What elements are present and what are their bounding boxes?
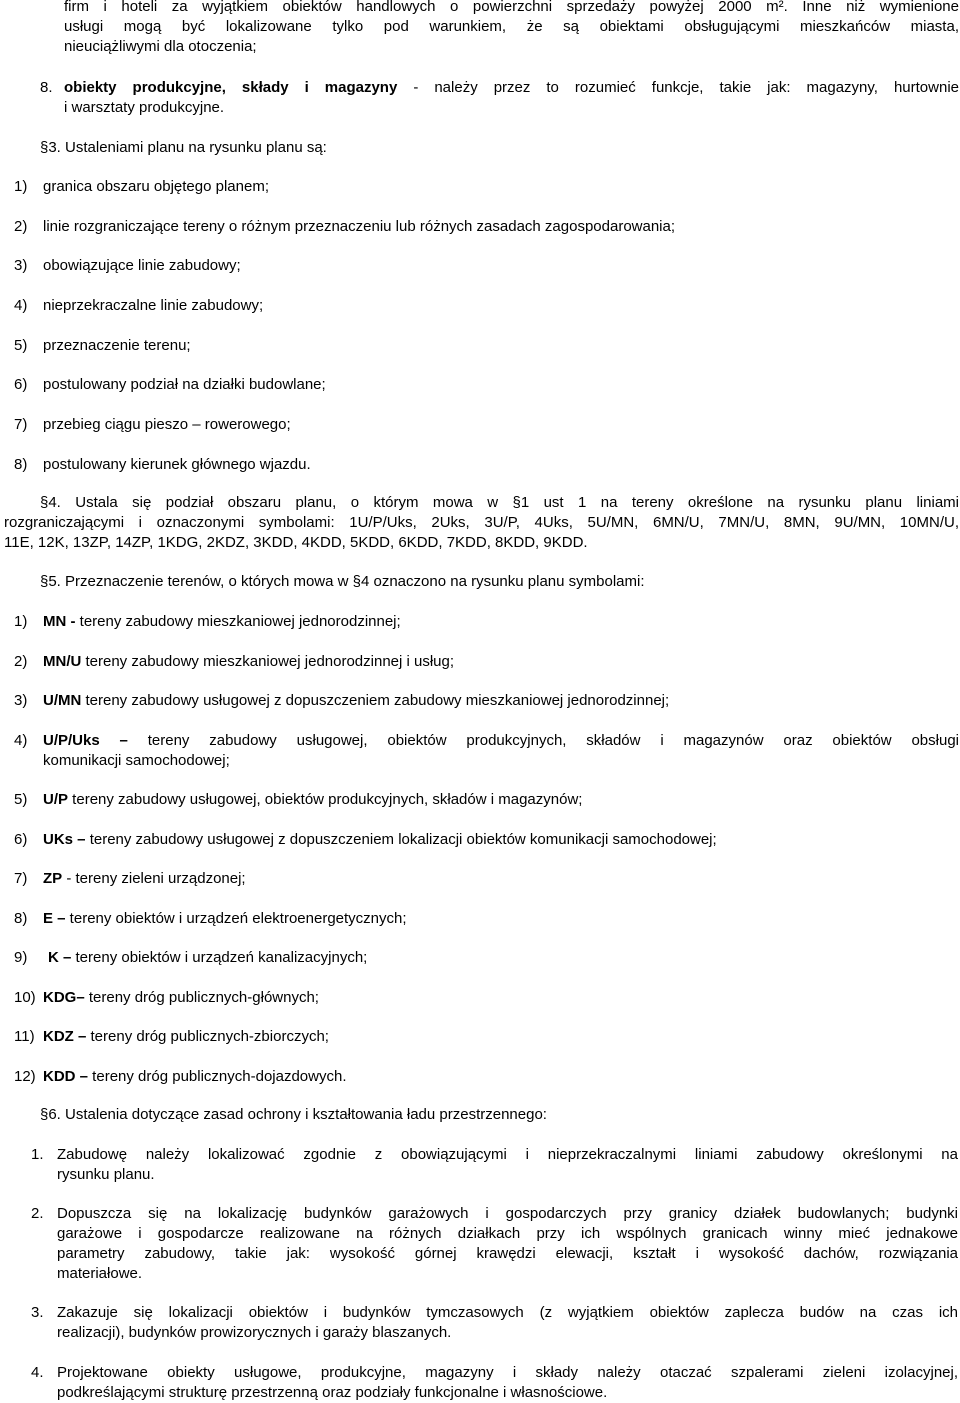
section-3-item-text: postulowany kierunek głównego wjazdu. (43, 456, 311, 473)
section-5-item-symbol: MN/U (43, 653, 82, 670)
section-6-item-line: rysunku planu. (57, 1166, 155, 1183)
section-3-item-text: nieprzekraczalne linie zabudowy; (43, 297, 264, 314)
section-6-item-line: Projektowane obiekty usługowe, produkcyjne, magazyny i składy należy otaczać szpalerami zieleni izolacyjnej, (57, 1364, 958, 1381)
section-5-item-line (43, 790, 959, 810)
section-5-item-number: 3) (14, 692, 28, 709)
section-6-item-line: podkreślającymi strukturę przestrzenną oraz podziały funkcjonalne i własnościowe. (57, 1384, 608, 1401)
section-5-item-number: 10) (14, 989, 36, 1006)
section-6-item-line: Zakazuje się lokalizacji obiektów i budynków tymczasowych (z wyjątkiem obiektów zaplecza budów na czas ich (57, 1304, 958, 1321)
section-5-item-description: tereny zabudowy usługowej z dopuszczeniem lokalizacji obiektów komunikacji samochodowej; (85, 831, 717, 848)
section-3-heading: §3. Ustaleniami planu na rysunku planu są: (40, 139, 327, 156)
section-5-heading: §5. Przeznaczenie terenów, o których mowa w §4 oznaczono na rysunku planu symbolami: (40, 573, 645, 590)
section-6-item-line: realizacji), budynków prowizorycznych i garaży blaszanych. (57, 1324, 452, 1341)
section-4-line-2: rozgraniczającymi i oznaczonymi symbolami: 1U/P/Uks, 2Uks, 3U/P, 4Uks, 5U/MN, 6MN/U, 7MN/U, 8MN, 9U/MN, 10MN/U, (4, 514, 959, 531)
section-5-item-description: tereny zabudowy mieszkaniowej jednorodzinnej; (75, 613, 401, 630)
section-3-item-text: przeznaczenie terenu; (43, 337, 191, 354)
section-6-item-number: 3. (31, 1304, 44, 1321)
item-8-number: 8. (40, 79, 53, 96)
section-5-item-symbol: U/MN (43, 692, 82, 709)
section-5-item-symbol: E – (43, 910, 66, 927)
intro-line-2: usługi mogą być lokalizowane tylko pod warunkiem, że są obiektami obsługującymi mieszkańców miasta, (64, 18, 959, 35)
section-5-item-symbol: KDD – (43, 1068, 89, 1085)
section-5-item-number: 4) (14, 732, 28, 749)
section-5-item-description: - tereny zieleni urządzonej; (62, 870, 246, 887)
section-6-item-line: Zabudowę należy lokalizować zgodnie z obowiązującymi i nieprzekraczalnymi liniami zabudowy określonymi na (57, 1146, 958, 1163)
section-5-item-number: 7) (14, 870, 28, 887)
section-6-item-line: garażowe i gospodarcze realizowane na różnych działkach przy ich wspólnych granicach winny mieć jednakowe (57, 1225, 958, 1242)
section-5-item-line (43, 988, 959, 1008)
section-5-item-line (43, 830, 959, 850)
section-5-item-number: 11) (14, 1028, 35, 1045)
section-6-heading: §6. Ustalenia dotyczące zasad ochrony i kształtowania ładu przestrzennego: (40, 1106, 547, 1123)
section-3-item-number: 2) (14, 218, 28, 235)
item-8-line-1 (64, 78, 959, 98)
section-5-item-symbol: KDG– (43, 989, 85, 1006)
intro-line-1: firm i hoteli za wyjątkiem obiektów handlowych o powierzchni sprzedaży powyżej 2000 m². Inne niż wymienione (64, 0, 959, 15)
section-5-item-number: 8) (14, 910, 28, 927)
section-3-item-number: 5) (14, 337, 28, 354)
section-5-item-number: 5) (14, 791, 28, 808)
section-5-item-line (43, 869, 959, 889)
section-5-item-line (43, 612, 959, 632)
section-5-item-continuation: komunikacji samochodowej; (43, 752, 230, 769)
section-5-item-line (43, 1067, 959, 1087)
section-5-item-description: tereny obiektów i urządzeń kanalizacyjnych; (71, 949, 368, 966)
section-6-item-line: parametry zabudowy, takie jak: wysokość górnej krawędzi elewacji, kształt i wysokość dachów, rozwiązania (57, 1245, 958, 1262)
section-5-item-symbol: MN - (43, 613, 76, 630)
section-5-item-description: tereny zabudowy usługowej, obiektów produkcyjnych, składów i magazynów oraz obiektów obsługi (127, 732, 959, 749)
section-3-item-number: 4) (14, 297, 28, 314)
section-6-item-line: Dopuszcza się na lokalizację budynków garażowych i gospodarczych przy granicy działek budowlanych; budynki (57, 1205, 958, 1222)
section-3-item-number: 7) (14, 416, 28, 433)
section-4-line-3: 11E, 12K, 13ZP, 14ZP, 1KDG, 2KDZ, 3KDD, 4KDD, 5KDD, 6KDD, 7KDD, 8KDD, 9KDD. (4, 534, 588, 551)
section-5-item-description: tereny dróg publicznych-dojazdowych. (88, 1068, 347, 1085)
section-5-item-number: 9) (14, 949, 28, 966)
section-5-item-symbol: U/P/Uks – (43, 732, 128, 749)
section-5-item-number: 2) (14, 653, 28, 670)
section-5-item-number: 6) (14, 831, 28, 848)
section-3-item-text: obowiązujące linie zabudowy; (43, 257, 241, 274)
section-5-item-number: 12) (14, 1068, 36, 1085)
section-5-item-symbol: ZP (43, 870, 63, 887)
section-6-item-number: 1. (31, 1146, 44, 1163)
section-3-item-text: przebieg ciągu pieszo – rowerowego; (43, 416, 291, 433)
section-5-item-symbol: U/P (43, 791, 69, 808)
section-5-item-description: tereny zabudowy usługowej z dopuszczeniem zabudowy mieszkaniowej jednorodzinnej; (81, 692, 670, 709)
section-3-item-text: granica obszaru objętego planem; (43, 178, 269, 195)
section-3-item-text: linie rozgraniczające tereny o różnym przeznaczeniu lub różnych zasadach zagospodarowania; (43, 218, 676, 235)
section-5-item-line (43, 731, 959, 751)
section-5-item-line (48, 948, 959, 968)
section-3-item-text: postulowany podział na działki budowlane; (43, 376, 326, 393)
section-5-item-symbol: K – (48, 949, 72, 966)
item-8-definition: - należy przez to rozumieć funkcje, takie jak: magazyny, hurtownie (397, 79, 959, 96)
section-3-item-number: 3) (14, 257, 28, 274)
section-5-item-symbol: UKs – (43, 831, 86, 848)
section-3-item-number: 8) (14, 456, 28, 473)
section-5-item-symbol: KDZ – (43, 1028, 87, 1045)
section-4-line-1: §4. Ustala się podział obszaru planu, o którym mowa w §1 ust 1 na tereny określone na rysunku planu liniami (40, 494, 959, 511)
section-6-item-number: 2. (31, 1205, 44, 1222)
section-5-item-description: tereny zabudowy mieszkaniowej jednorodzinnej i usług; (81, 653, 455, 670)
section-6-item-line: materiałowe. (57, 1265, 143, 1282)
section-3-item-number: 6) (14, 376, 28, 393)
intro-line-3: nieuciążliwymi dla otoczenia; (64, 38, 257, 55)
section-5-item-line (43, 1027, 959, 1047)
section-5-item-number: 1) (14, 613, 28, 630)
section-3-item-number: 1) (14, 178, 28, 195)
section-5-item-description: tereny dróg publicznych-zbiorczych; (86, 1028, 329, 1045)
section-5-item-line (43, 909, 959, 929)
item-8-term: obiekty produkcyjne, składy i magazyny (64, 79, 398, 96)
section-5-item-line (43, 652, 959, 672)
section-5-item-line (43, 691, 959, 711)
section-6-item-number: 4. (31, 1364, 44, 1381)
section-5-item-description: tereny zabudowy usługowej, obiektów produkcyjnych, składów i magazynów; (68, 791, 583, 808)
item-8-line-2: i warsztaty produkcyjne. (64, 99, 225, 116)
section-5-item-description: tereny dróg publicznych-głównych; (84, 989, 319, 1006)
section-5-item-description: tereny obiektów i urządzeń elektroenergetycznych; (65, 910, 407, 927)
